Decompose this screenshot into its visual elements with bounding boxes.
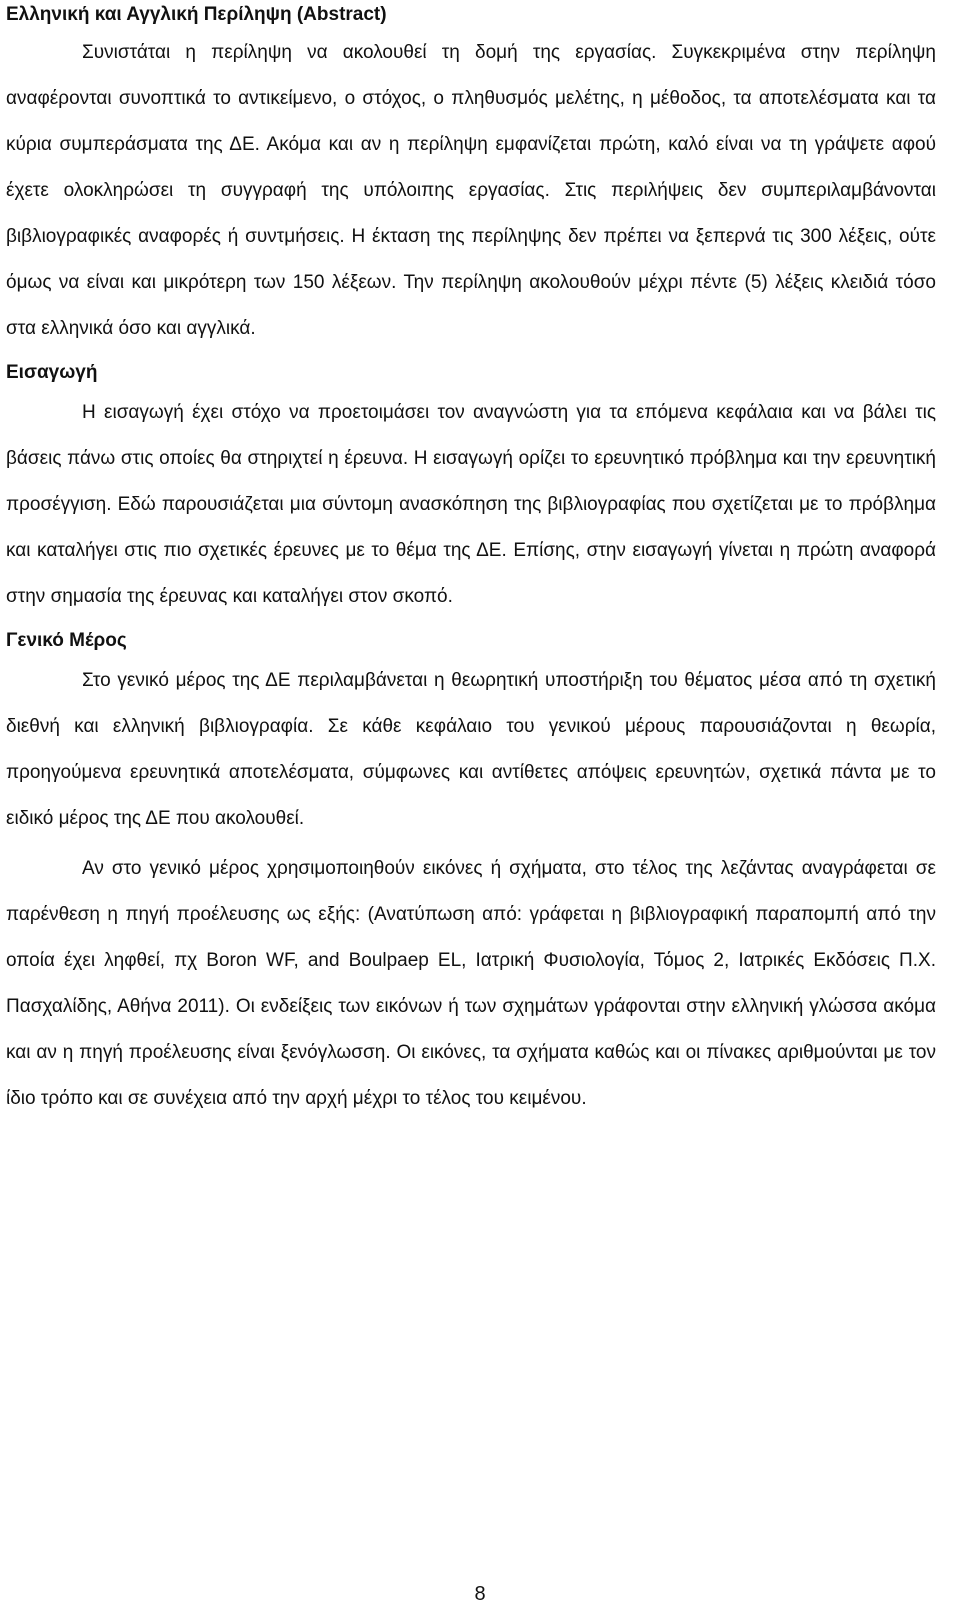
document-page bbox=[6, 0, 936, 1122]
introduction-paragraph: Η εισαγωγή έχει στόχο να προετοιμάσει τον αναγνώστη για τα επόμενα κεφάλαια και να βάλει τις βάσεις πάνω στις οποίες θα στηριχτεί η έρευνα. Η εισαγωγή ορίζει το ερευνητικό πρόβλημα και την ερευνητική προσέγγιση. Εδώ παρουσιάζεται μια σύντομη ανασκόπηση της βιβλιογραφίας που σχετίζεται με το πρόβλημα και καταλήγει στις πιο σχετικές έρευνες με το θέμα της ΔΕ. Επίσης, στην εισαγωγή γίνεται η πρώτη αναφορά στην σημασία της έρευνας και καταλήγει στον σκοπό. bbox=[6, 402, 936, 607]
general-part-paragraph-1: Στο γενικό μέρος της ΔΕ περιλαμβάνεται η θεωρητική υποστήριξη του θέματος μέσα από τη σχετική διεθνή και ελληνική βιβλιογραφία. Σε κάθε κεφάλαιο του γενικού μέρους παρουσιάζονται η θεωρία, προηγούμενα ερευνητικά αποτελέσματα, σύμφωνες και αντίθετες απόψεις ερευνητών, σχετικά πάντα με το ειδικό μέρος της ΔΕ που ακολουθεί. bbox=[6, 670, 936, 829]
introduction-heading: Εισαγωγή bbox=[6, 362, 98, 383]
abstract-paragraph: Συνιστάται η περίληψη να ακολουθεί τη δομή της εργασίας. Συγκεκριμένα στην περίληψη αναφέρονται συνοπτικά το αντικείμενο, ο στόχος, ο πληθυσμός μελέτης, η μέθοδος, τα αποτελέσματα και τα κύρια συμπεράσματα της ΔΕ. Ακόμα και αν η περίληψη εμφανίζεται πρώτη, καλό είναι να τη γράψετε αφού έχετε ολοκληρώσει τη συγγραφή της υπόλοιπης εργασίας. Στις περιλήψεις δεν συμπεριλαμβάνονται βιβλιογραφικές αναφορές ή συντμήσεις. Η έκταση της περίληψης δεν πρέπει να ξεπερνά τις 300 λέξεις, ούτε όμως να είναι και μικρότερη των 150 λέξεων. Την περίληψη ακολουθούν μέχρι πέντε (5) λέξεις κλειδιά τόσο στα ελληνικά όσο και αγγλικά. bbox=[6, 42, 936, 339]
page-number: 8 bbox=[474, 1583, 486, 1605]
general-part-paragraph-2: Αν στο γενικό μέρος χρησιμοποιηθούν εικόνες ή σχήματα, στο τέλος της λεζάντας αναγράφεται σε παρένθεση η πηγή προέλευσης ως εξής: (Ανατύπωση από: γράφεται η βιβλιογραφική παραπομπή από την οποία έχει ληφθεί, πχ Boron WF, and Boulpaep EL, Ιατρική Φυσιολογία, Τόμος 2, Ιατρικές Εκδόσεις Π.Χ. Πασχαλίδης, Αθήνα 2011). Οι ενδείξεις των εικόνων ή των σχημάτων γράφονται στην ελληνική γλώσσα ακόμα και αν η πηγή προέλευσης είναι ξενόγλωσση. Οι εικόνες, τα σχήματα καθώς και οι πίνακες αριθμούνται με τον ίδιο τρόπο και σε συνέχεια από την αρχή μέχρι το τέλος του κειμένου. bbox=[6, 858, 936, 1109]
abstract-heading: Ελληνική και Αγγλική Περίληψη (Abstract) bbox=[6, 4, 387, 25]
general-part-heading: Γενικό Μέρος bbox=[6, 630, 127, 651]
